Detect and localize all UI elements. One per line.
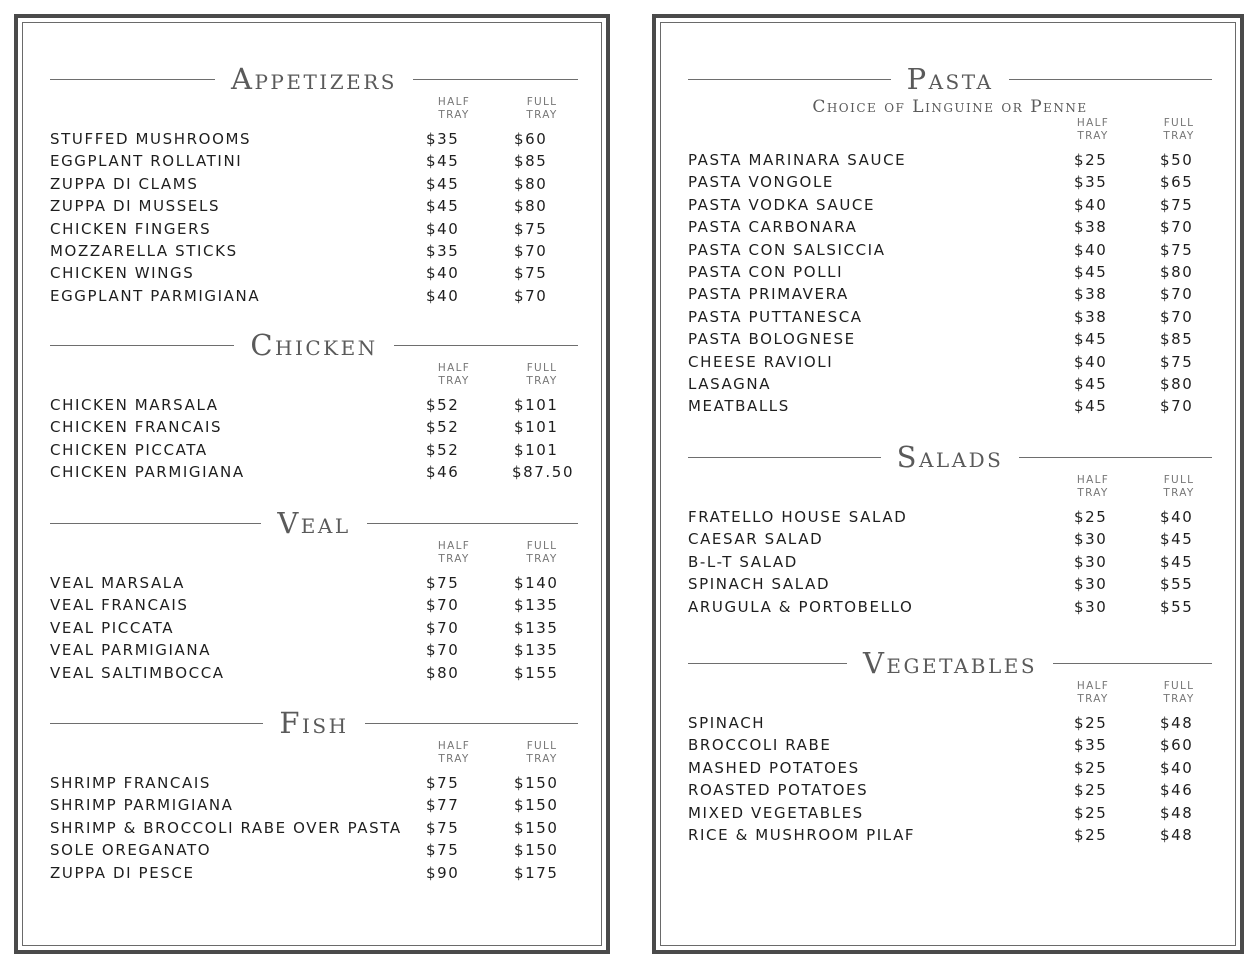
item-name: SPINACH	[688, 714, 766, 732]
section-heading	[50, 62, 578, 96]
menu-item	[50, 417, 578, 439]
half-tray-price: $30	[1074, 552, 1108, 571]
full-tray-price: $135	[514, 596, 559, 615]
item-name: PASTA CON POLLI	[688, 262, 844, 281]
half-tray-price: $45	[1074, 330, 1108, 349]
item-name: B-L-T SALAD	[688, 552, 798, 571]
half-tray-price: $45	[426, 197, 460, 216]
half-tray-label-line2: TRAY	[438, 109, 470, 121]
half-tray-price: $35	[1074, 173, 1108, 192]
menu-item	[50, 219, 578, 241]
full-tray-price: $150	[514, 841, 559, 860]
half-tray-label	[1058, 117, 1128, 143]
item-name: VEAL MARSALA	[50, 574, 185, 592]
item-name: SHRIMP FRANCAIS	[50, 774, 212, 792]
full-tray-price: $85	[1160, 330, 1194, 349]
item-name: PASTA CON SALSICCIA	[688, 240, 886, 259]
menu-item-list	[50, 773, 578, 885]
item-name: MASHED POTATOES	[688, 758, 860, 777]
item-name: ZUPPA DI CLAMS	[50, 174, 199, 193]
half-tray-price: $75	[426, 818, 460, 837]
item-name: CHICKEN PICCATA	[50, 440, 208, 459]
full-tray-price: $75	[1160, 352, 1194, 371]
full-tray-label	[507, 540, 577, 566]
full-tray-price: $70	[514, 286, 548, 305]
full-tray-price: $150	[514, 774, 559, 792]
full-tray-label-line2: TRAY	[1163, 693, 1195, 705]
half-tray-price: $45	[1074, 397, 1108, 416]
tray-size-headers	[50, 740, 578, 766]
full-tray-price: $150	[514, 796, 559, 815]
half-tray-price: $45	[426, 152, 460, 171]
full-tray-price: $70	[1160, 218, 1194, 237]
menu-item	[50, 618, 578, 640]
full-tray-price: $87.50	[512, 463, 575, 482]
item-name: PASTA VONGOLE	[688, 173, 834, 192]
full-tray-label-line1: FULL	[526, 96, 558, 108]
full-tray-label-line1: FULL	[526, 362, 558, 374]
menu-item	[688, 552, 1212, 574]
half-tray-price: $35	[426, 130, 460, 148]
full-tray-price: $48	[1160, 803, 1194, 822]
menu-item	[688, 374, 1212, 396]
half-tray-label	[419, 740, 489, 766]
section-title: Appetizers	[231, 62, 397, 96]
half-tray-price: $25	[1074, 781, 1108, 800]
section-heading	[688, 440, 1212, 474]
full-tray-price: $135	[514, 618, 559, 637]
section-chicken	[50, 328, 578, 485]
half-tray-price: $90	[426, 863, 460, 882]
half-tray-price: $46	[426, 463, 460, 482]
item-name: MIXED VEGETABLES	[688, 803, 864, 822]
menu-item-list	[50, 129, 578, 308]
half-tray-label	[419, 540, 489, 566]
menu-item	[688, 396, 1212, 418]
full-tray-price: $48	[1160, 825, 1194, 844]
menu-item	[50, 840, 578, 862]
full-tray-price: $150	[514, 818, 559, 837]
full-tray-price: $60	[1160, 736, 1194, 755]
half-tray-price: $40	[426, 286, 460, 305]
half-tray-price: $80	[426, 663, 460, 682]
full-tray-price: $80	[514, 174, 548, 193]
full-tray-label-line1: FULL	[1163, 474, 1195, 486]
half-tray-label-line1: HALF	[437, 540, 471, 552]
item-name: ZUPPA DI MUSSELS	[50, 197, 221, 216]
section-title: Salads	[896, 440, 1004, 474]
half-tray-label-line2: TRAY	[438, 375, 470, 387]
half-tray-price: $38	[1074, 285, 1108, 304]
menu-item	[50, 573, 578, 595]
full-tray-price: $55	[1160, 575, 1194, 594]
menu-item-list	[688, 150, 1212, 419]
item-name: ZUPPA DI PESCE	[50, 863, 195, 882]
half-tray-label-line1: HALF	[437, 362, 471, 374]
full-tray-price: $45	[1160, 530, 1194, 549]
item-name: CHICKEN FRANCAIS	[50, 418, 223, 437]
section-subtitle: Choice of Linguine or Penne	[812, 97, 1088, 117]
full-tray-label-line1: FULL	[526, 740, 558, 752]
item-name: SOLE OREGANATO	[50, 841, 212, 860]
item-name: MOZZARELLA STICKS	[50, 241, 238, 260]
menu-item	[50, 440, 578, 462]
full-tray-price: $65	[1160, 173, 1194, 192]
item-name: VEAL SALTIMBOCCA	[50, 663, 225, 682]
item-name: MEATBALLS	[688, 397, 790, 416]
menu-item	[688, 529, 1212, 551]
menu-item	[688, 713, 1212, 735]
item-name: PASTA CARBONARA	[688, 218, 858, 237]
full-tray-price: $50	[1160, 151, 1194, 169]
full-tray-price: $70	[1160, 285, 1194, 304]
section-veal	[50, 506, 578, 685]
full-tray-price: $40	[1160, 758, 1194, 777]
menu-item	[50, 863, 578, 885]
item-name: PASTA VODKA SAUCE	[688, 195, 876, 214]
half-tray-label-line2: TRAY	[1077, 693, 1109, 705]
half-tray-label-line1: HALF	[1076, 117, 1110, 129]
menu-item	[50, 286, 578, 308]
tray-size-headers	[688, 680, 1212, 706]
half-tray-price: $52	[426, 440, 460, 459]
menu-item	[688, 780, 1212, 802]
item-name: CAESAR SALAD	[688, 530, 824, 549]
full-tray-label-line1: FULL	[1163, 117, 1195, 129]
menu-item	[50, 773, 578, 795]
item-name: CHICKEN PARMIGIANA	[50, 463, 245, 482]
menu-item	[50, 818, 578, 840]
full-tray-price: $85	[514, 152, 548, 171]
item-name: EGGPLANT PARMIGIANA	[50, 286, 261, 305]
half-tray-price: $40	[1074, 352, 1108, 371]
full-tray-price: $135	[514, 641, 559, 660]
item-name: LASAGNA	[688, 374, 772, 393]
half-tray-price: $52	[426, 396, 460, 414]
tray-size-headers	[688, 117, 1212, 143]
half-tray-price: $35	[1074, 736, 1108, 755]
menu-item	[688, 307, 1212, 329]
item-name: CHICKEN WINGS	[50, 264, 195, 283]
section-fish	[50, 706, 578, 885]
half-tray-label-line1: HALF	[1076, 474, 1110, 486]
item-name: STUFFED MUSHROOMS	[50, 130, 252, 148]
half-tray-price: $30	[1074, 575, 1108, 594]
tray-size-headers	[50, 540, 578, 566]
menu-item	[50, 263, 578, 285]
menu-item	[50, 462, 578, 484]
half-tray-label-line1: HALF	[437, 96, 471, 108]
full-tray-label	[507, 96, 577, 122]
half-tray-label-line2: TRAY	[1077, 130, 1109, 142]
section-pasta	[688, 62, 1212, 419]
menu-page-right	[652, 14, 1244, 954]
full-tray-price: $70	[514, 241, 548, 260]
full-tray-price: $140	[514, 574, 559, 592]
half-tray-price: $25	[1074, 758, 1108, 777]
section-heading	[50, 506, 578, 540]
full-tray-label	[1144, 474, 1214, 500]
tray-size-headers	[688, 474, 1212, 500]
full-tray-label-line2: TRAY	[1163, 130, 1195, 142]
half-tray-label-line1: HALF	[1076, 680, 1110, 692]
half-tray-price: $30	[1074, 530, 1108, 549]
menu-item-list	[688, 713, 1212, 847]
half-tray-price: $25	[1074, 151, 1108, 169]
half-tray-price: $52	[426, 418, 460, 437]
half-tray-price: $38	[1074, 218, 1108, 237]
half-tray-label-line2: TRAY	[1077, 487, 1109, 499]
half-tray-price: $70	[426, 641, 460, 660]
menu-item	[688, 172, 1212, 194]
half-tray-label	[1058, 680, 1128, 706]
half-tray-price: $40	[1074, 240, 1108, 259]
full-tray-label-line1: FULL	[1163, 680, 1195, 692]
section-vegetables	[688, 646, 1212, 847]
menu-item	[688, 150, 1212, 172]
half-tray-price: $25	[1074, 803, 1108, 822]
menu-item	[688, 240, 1212, 262]
full-tray-price: $75	[514, 219, 548, 238]
half-tray-price: $70	[426, 618, 460, 637]
item-name: PASTA BOLOGNESE	[688, 330, 856, 349]
item-name: ARUGULA & PORTOBELLO	[688, 597, 914, 616]
half-tray-price: $45	[1074, 374, 1108, 393]
full-tray-label-line2: TRAY	[526, 753, 558, 765]
menu-item	[50, 640, 578, 662]
full-tray-label	[1144, 117, 1214, 143]
item-name: BROCCOLI RABE	[688, 736, 832, 755]
full-tray-price: $48	[1160, 714, 1194, 732]
full-tray-price: $70	[1160, 397, 1194, 416]
half-tray-price: $25	[1074, 714, 1108, 732]
section-title: Veal	[277, 506, 351, 540]
menu-item	[50, 395, 578, 417]
half-tray-price: $75	[426, 574, 460, 592]
full-tray-price: $46	[1160, 781, 1194, 800]
menu-item-list	[688, 507, 1212, 619]
menu-item-list	[50, 395, 578, 485]
item-name: SHRIMP PARMIGIANA	[50, 796, 234, 815]
half-tray-price: $35	[426, 241, 460, 260]
full-tray-price: $155	[514, 663, 559, 682]
item-name: VEAL PICCATA	[50, 618, 175, 637]
item-name: VEAL PARMIGIANA	[50, 641, 212, 660]
full-tray-price: $55	[1160, 597, 1194, 616]
menu-item	[50, 595, 578, 617]
full-tray-price: $101	[514, 396, 559, 414]
half-tray-label	[419, 96, 489, 122]
menu-item	[688, 735, 1212, 757]
menu-item	[688, 329, 1212, 351]
half-tray-price: $40	[426, 219, 460, 238]
full-tray-price: $175	[514, 863, 559, 882]
section-heading	[688, 646, 1212, 680]
menu-item	[688, 825, 1212, 847]
full-tray-label	[1144, 680, 1214, 706]
item-name: SHRIMP & BROCCOLI RABE OVER PASTA	[50, 818, 402, 837]
section-heading	[50, 328, 578, 362]
menu-item	[50, 795, 578, 817]
menu-item	[50, 241, 578, 263]
half-tray-price: $70	[426, 596, 460, 615]
menu-item-list	[50, 573, 578, 685]
full-tray-price: $101	[514, 440, 559, 459]
half-tray-price: $30	[1074, 597, 1108, 616]
menu-item	[688, 217, 1212, 239]
menu-item	[688, 284, 1212, 306]
menu-item	[688, 758, 1212, 780]
menu-page-left	[14, 14, 610, 954]
full-tray-price: $60	[514, 130, 548, 148]
menu-item	[50, 196, 578, 218]
menu-item	[688, 597, 1212, 619]
item-name: ROASTED POTATOES	[688, 781, 869, 800]
half-tray-price: $40	[1074, 195, 1108, 214]
section-salads	[688, 440, 1212, 619]
menu-item	[50, 174, 578, 196]
section-title: Vegetables	[862, 646, 1038, 680]
tray-size-headers	[50, 96, 578, 122]
full-tray-price: $80	[1160, 262, 1194, 281]
menu-item	[688, 195, 1212, 217]
full-tray-label	[507, 740, 577, 766]
half-tray-label	[1058, 474, 1128, 500]
item-name: CHICKEN FINGERS	[50, 219, 212, 238]
menu-item	[688, 352, 1212, 374]
item-name: CHICKEN MARSALA	[50, 396, 219, 414]
section-title: Fish	[279, 706, 349, 740]
item-name: EGGPLANT ROLLATINI	[50, 152, 243, 171]
full-tray-price: $75	[1160, 195, 1194, 214]
full-tray-label	[507, 362, 577, 388]
full-tray-label-line2: TRAY	[1163, 487, 1195, 499]
full-tray-label-line1: FULL	[526, 540, 558, 552]
full-tray-label-line2: TRAY	[526, 375, 558, 387]
full-tray-price: $75	[514, 264, 548, 283]
full-tray-price: $75	[1160, 240, 1194, 259]
half-tray-label-line2: TRAY	[438, 553, 470, 565]
menu-item	[688, 574, 1212, 596]
section-heading	[688, 62, 1212, 96]
item-name: VEAL FRANCAIS	[50, 596, 189, 615]
menu-item	[688, 507, 1212, 529]
half-tray-price: $77	[426, 796, 460, 815]
item-name: PASTA PRIMAVERA	[688, 285, 849, 304]
item-name: PASTA MARINARA SAUCE	[688, 151, 907, 169]
half-tray-price: $38	[1074, 307, 1108, 326]
section-appetizers	[50, 62, 578, 308]
half-tray-price: $75	[426, 841, 460, 860]
full-tray-price: $80	[514, 197, 548, 216]
item-name: SPINACH SALAD	[688, 575, 831, 594]
full-tray-price: $101	[514, 418, 559, 437]
half-tray-label-line1: HALF	[437, 740, 471, 752]
section-heading	[50, 706, 578, 740]
item-name: CHEESE RAVIOLI	[688, 352, 834, 371]
half-tray-price: $75	[426, 774, 460, 792]
section-title: Chicken	[250, 328, 378, 362]
full-tray-price: $70	[1160, 307, 1194, 326]
half-tray-label-line2: TRAY	[438, 753, 470, 765]
half-tray-price: $25	[1074, 508, 1108, 526]
half-tray-price: $25	[1074, 825, 1108, 844]
menu-item	[50, 151, 578, 173]
menu-item	[688, 262, 1212, 284]
full-tray-label-line2: TRAY	[526, 109, 558, 121]
half-tray-price: $45	[1074, 262, 1108, 281]
full-tray-price: $40	[1160, 508, 1194, 526]
item-name: RICE & MUSHROOM PILAF	[688, 825, 916, 844]
half-tray-price: $40	[426, 264, 460, 283]
full-tray-price: $45	[1160, 552, 1194, 571]
item-name: PASTA PUTTANESCA	[688, 307, 863, 326]
menu-item	[50, 663, 578, 685]
section-title: Pasta	[906, 62, 994, 96]
full-tray-label-line2: TRAY	[526, 553, 558, 565]
tray-size-headers	[50, 362, 578, 388]
menu-item	[688, 803, 1212, 825]
half-tray-price: $45	[426, 174, 460, 193]
full-tray-price: $80	[1160, 374, 1194, 393]
menu-item	[50, 129, 578, 151]
half-tray-label	[419, 362, 489, 388]
item-name: FRATELLO HOUSE SALAD	[688, 508, 908, 526]
